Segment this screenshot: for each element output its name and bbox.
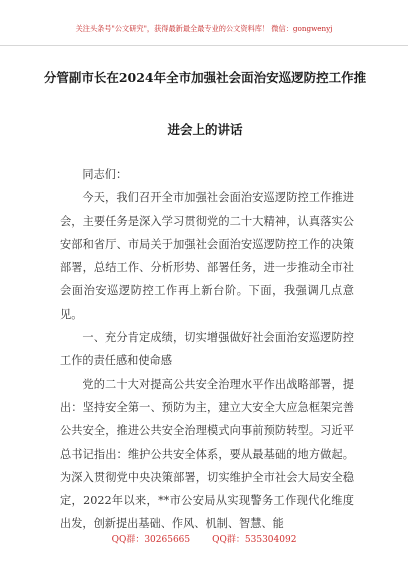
footer-qq-group-2: QQ群：535304092 — [212, 535, 297, 545]
footer-contact — [0, 534, 408, 546]
salutation: 同志们： — [82, 168, 128, 181]
section-heading-1: 一、充分肯定成绩，切实增强做好社会面治安巡逻防控工作的责任感和使命感 — [60, 331, 354, 368]
body-paragraph-2: 党的二十大对提高公共安全治理水平作出战略部署，提出：坚持安全第一、预防为主，建立大安全大应急框架完善公共安全，推进公共安全治理模式向事前预防转型。习近平总书记指出：维护公共安全体系，要从最基础的地方做起。为深入贯彻党中央决策部署，切实维护全市社会大局安全稳定，2022年以来，**市公安局从实现警务工作现代化维度出发，创新提出基础、作风、机制、智慧、能 — [60, 377, 354, 531]
footer-qq-group-1: QQ群：30265665 — [111, 535, 191, 545]
document-title-line1: 分管副市长在2024年全市加强社会面治安巡逻防控工作推 — [43, 70, 367, 85]
body-paragraph-1: 今天，我们召开全市加强社会面治安巡逻防控工作推进会，主要任务是深入学习贯彻党的二十大精神，认真落实公安部和省厅、市局关于加强社会面治安巡逻防控工作的决策部署，总结工作、分析形势、部署任务，进一步推动全市社会面治安巡逻防控工作再上新台阶。下面，我强调几点意见。 — [60, 191, 354, 321]
header-banner — [0, 0, 408, 46]
header-notice: 关注头条号"公文研究"，获得最新最全最专业的公文资料库！ 微信：gongwenyj — [75, 24, 333, 33]
document-title-line2: 进会上的讲话 — [167, 122, 243, 137]
document-body — [60, 163, 354, 536]
